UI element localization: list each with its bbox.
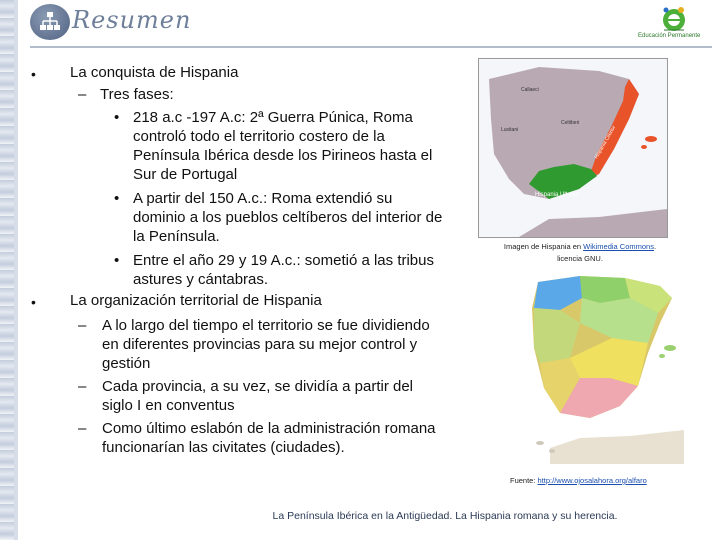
phase-3-line-2: astures y cántabras. — [133, 271, 269, 288]
phase-bullet: • — [114, 252, 120, 269]
header-divider — [30, 46, 712, 48]
map2-caption — [510, 476, 647, 485]
logo-caption: Educación Permanente — [638, 33, 701, 39]
map-label-citerior: Hispania Citerior — [593, 124, 618, 160]
org-item-2-line-1: Cada provincia, a su vez, se dividía a partir del — [102, 378, 413, 395]
caption-prefix: Fuente: — [510, 476, 538, 485]
phase-2-line-1: A partir del 150 A.c.: Roma extendió su — [133, 190, 393, 207]
source-link[interactable]: http://www.ojosalahora.org/alfaro — [537, 476, 647, 485]
phase-1-line-2: controló todo el territorio costero de la — [133, 128, 385, 145]
map-hispania-provinces — [478, 58, 668, 238]
sub-dash: – — [78, 86, 87, 103]
phase-1-line-3: Península Ibérica desde los Pirineos hasta el — [133, 147, 433, 164]
decorative-side-border — [14, 0, 18, 540]
sub-label-tres-fases: Tres fases: — [100, 86, 174, 103]
map-label-celtiberi: Celtiberi — [561, 120, 580, 126]
org-item-3-line-1: Como último eslabón de la administración romana — [102, 420, 436, 437]
bullet-organizacion-title: La organización territorial de Hispania — [70, 292, 322, 309]
map1-caption — [490, 241, 670, 265]
phase-3-line-1: Entre el año 29 y 19 A.c.: sometió a las tribus — [133, 252, 434, 269]
sitemap-icon — [30, 4, 70, 40]
phase-1-line-1: 218 a.c -197 A.c: 2ª Guerra Púnica, Roma — [133, 109, 413, 126]
page-title: Resumen — [72, 6, 192, 34]
footer-text: La Península Ibérica en la Antigüedad. La Hispania romana y su herencia. — [272, 510, 618, 522]
org-item-3-line-2: funcionarían las civitates (ciudades). — [102, 439, 345, 456]
wikimedia-link[interactable]: Wikimedia Commons — [583, 242, 654, 251]
phase-2-line-3: la Península. — [133, 228, 220, 245]
caption-prefix: Imagen de Hispania en — [503, 242, 584, 251]
caption-suffix: . — [653, 242, 657, 251]
map-label-callaeci: Callaeci — [521, 87, 539, 93]
map-hispania-conventus — [520, 268, 684, 464]
org-item-1-line-1: A lo largo del tiempo el territorio se fue dividiendo — [102, 317, 430, 334]
decorative-side-strip — [0, 0, 14, 540]
phase-bullet: • — [114, 109, 120, 126]
sub-dash: – — [78, 420, 87, 437]
map-label-ulterior: Hispania Ulterior — [535, 192, 580, 198]
bullet-marker: • — [31, 66, 36, 82]
org-item-1-line-2: en diferentes provincias para su mejor control y — [102, 336, 418, 353]
phase-1-line-4: Sur de Portugal — [133, 166, 238, 183]
bullet-conquista-title: La conquista de Hispania — [70, 64, 239, 81]
org-item-1-line-3: gestión — [102, 355, 151, 372]
caption-license: licencia GNU. — [557, 254, 603, 263]
map-label-lusitani: Lusitani — [501, 127, 519, 133]
phase-2-line-2: dominio a los pueblos celtíberos del interior de — [133, 209, 443, 226]
sub-dash: – — [78, 378, 87, 395]
sub-dash: – — [78, 317, 87, 334]
phase-bullet: • — [114, 190, 120, 207]
bullet-marker: • — [31, 294, 36, 310]
org-item-2-line-2: siglo I en conventus — [102, 397, 235, 414]
